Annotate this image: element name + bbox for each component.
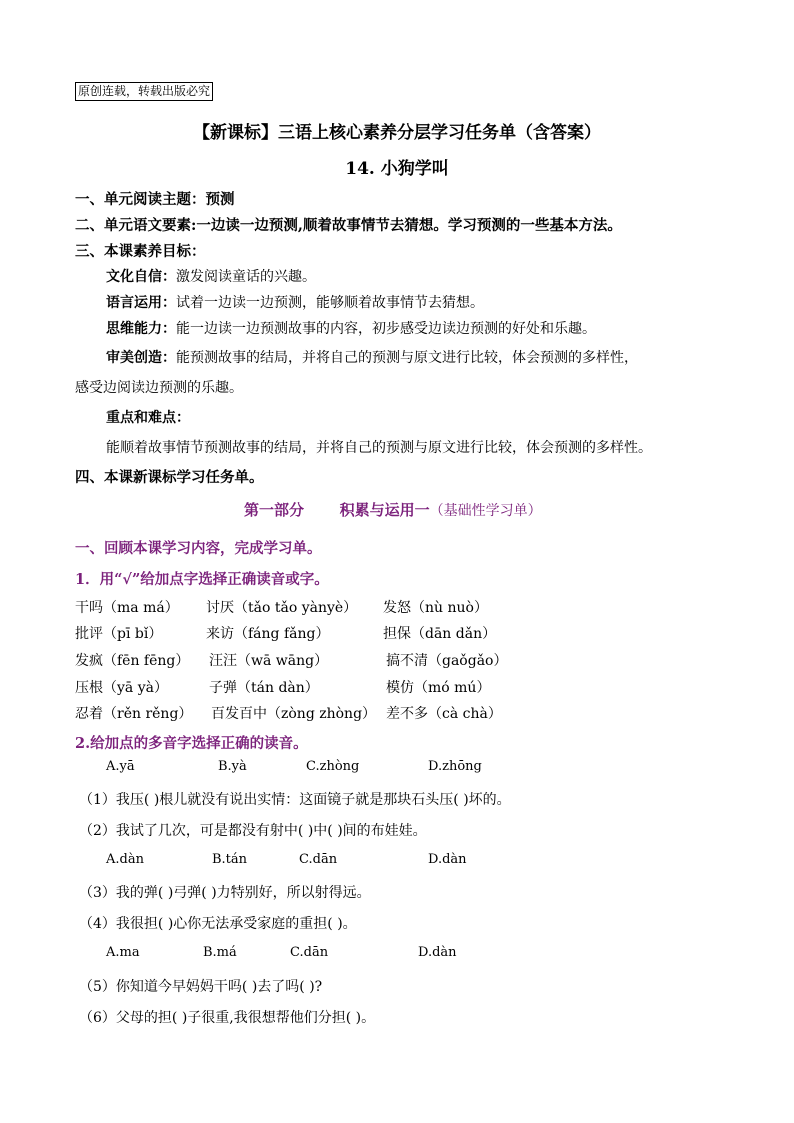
goal-label: 文化自信： — [106, 269, 176, 285]
q2-option: B.tán — [212, 852, 248, 867]
goal-aesthetic-cont: 感受边阅读边预测的乐趣。 — [75, 380, 243, 396]
q1-item: 讨厌（tǎo tǎo yànyè） — [206, 600, 358, 616]
goal-text: 试着一边读一边预测，能够顺着故事情节去猜想。 — [176, 295, 484, 311]
q2-title: 2.给加点的多音字选择正确的读音。 — [75, 735, 308, 752]
task-heading: 四、本课新课标学习任务单。 — [75, 469, 264, 486]
copyright-stamp: 原创连载，转载出版必究 — [75, 82, 213, 101]
q1-item: 搞不清（gaǒgǎo） — [386, 653, 508, 669]
q2-option: A.dàn — [106, 852, 144, 867]
part1-heading: 一、回顾本课学习内容，完成学习单。 — [75, 540, 322, 557]
q2-option: D.zhōng — [428, 759, 482, 774]
q2-sentence: （6）父母的担( )子很重,我很想帮他们分担( )。 — [79, 1010, 376, 1026]
q2-option: D.dàn — [418, 945, 457, 960]
q2-option: B.má — [203, 945, 237, 960]
q1-item: 来访（fáng fǎng） — [206, 626, 330, 642]
q2-sentence: （3）我的弹( )弓弹( )力特别好，所以射得远。 — [79, 885, 371, 901]
q1-item: 发怒（nù nuò） — [383, 600, 488, 616]
q1-item: 批评（pī bǐ） — [75, 626, 163, 642]
q1-title: 1．用“√”给加点字选择正确读音或字。 — [75, 571, 329, 588]
q1-item: 汪汪（wā wāng） — [209, 653, 329, 669]
q1-item: 百发百中（zòng zhòng） — [211, 706, 377, 722]
q2-sentence: （5）你知道今早妈妈干吗( )去了吗( )? — [79, 979, 323, 995]
goal-culture — [106, 266, 316, 286]
q1-item: 干吗（ma má） — [75, 600, 179, 616]
section-type: （基础性学习单） — [429, 503, 542, 519]
q2-option: C.zhòng — [306, 759, 360, 774]
q2-option: A.yā — [106, 759, 135, 774]
page-title: 【新课标】三语上核心素养分层学习任务单（含答案） — [193, 123, 601, 143]
q2-sentence: （2）我试了几次，可是都没有射中( )中( )间的布娃娃。 — [79, 823, 427, 839]
q1-item: 担保（dān dǎn） — [383, 626, 497, 642]
q2-option: D.dàn — [428, 852, 467, 867]
q1-item: 发疯（fēn fēng） — [75, 653, 190, 669]
goal-text: 能预测故事的结局，并将自己的预测与原文进行比较，体会预测的多样性， — [176, 350, 638, 366]
q2-sentence: （4）我很担( )心你无法承受家庭的重担( )。 — [79, 916, 357, 932]
goal-label: 审美创造： — [106, 350, 176, 366]
lesson-title: 14. 小狗学叫 — [345, 159, 449, 179]
goal-label: 语言运用： — [106, 295, 176, 311]
q1-item: 忍着（rěn rěng） — [75, 706, 193, 722]
q1-item: 子弹（tán dàn） — [209, 680, 319, 696]
q1-item: 压根（yā yà） — [75, 680, 168, 696]
goal-language — [106, 292, 484, 312]
q1-item: 模仿（mó mú） — [386, 680, 491, 696]
section-heading — [244, 499, 542, 520]
goals-heading: 三、本课素养目标： — [75, 243, 206, 260]
q1-item: 差不多（cà chà） — [386, 706, 502, 722]
q2-option: C.dān — [299, 852, 338, 867]
q2-option: A.ma — [106, 945, 140, 960]
goal-text: 激发阅读童话的兴趣。 — [176, 269, 316, 285]
section-part: 第一部分 — [244, 501, 305, 519]
key-points-text: 能顺着故事情节预测故事的结局，并将自己的预测与原文进行比较，体会预测的多样性。 — [106, 440, 652, 456]
key-points-label: 重点和难点： — [106, 410, 190, 426]
unit-elements: 二、单元语文要素:一边读一边预测,顺着故事情节去猜想。学习预测的一些基本方法。 — [75, 217, 622, 234]
q2-option: B.yà — [218, 759, 247, 774]
q2-option: C.dān — [290, 945, 329, 960]
goal-thinking — [106, 318, 596, 338]
unit-theme: 一、单元阅读主题：预测 — [75, 191, 235, 208]
goal-aesthetic — [106, 347, 638, 367]
goal-text: 能一边读一边预测故事的内容，初步感受边读边预测的好处和乐趣。 — [176, 321, 596, 337]
section-name: 积累与运用一 — [339, 501, 430, 519]
q2-sentence: （1）我压( )根儿就没有说出实情：这面镜子就是那块石头压( )坏的。 — [79, 792, 511, 808]
goal-label: 思维能力： — [106, 321, 176, 337]
